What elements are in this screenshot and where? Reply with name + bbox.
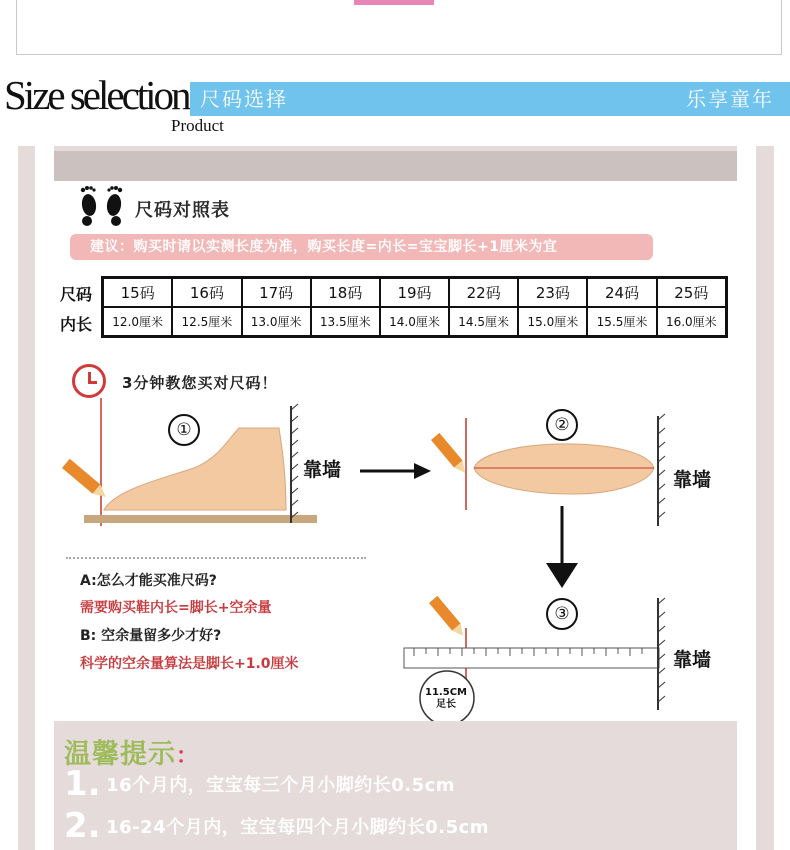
wall-label-step3: 靠墙 bbox=[673, 649, 712, 671]
foot-length-caption: 足长 bbox=[436, 699, 456, 710]
step-3-badge: ③ bbox=[546, 598, 578, 630]
length-cell: 12.5厘米 bbox=[172, 307, 241, 337]
size-cell: 24码 bbox=[587, 278, 656, 308]
size-cell: 23码 bbox=[518, 278, 587, 308]
section-banner bbox=[190, 82, 790, 116]
length-cell: 15.5厘米 bbox=[587, 307, 656, 337]
footprints-icon bbox=[78, 183, 126, 227]
tips-colon: ： bbox=[176, 744, 200, 769]
step-2-badge: ② bbox=[546, 409, 578, 441]
length-cell: 12.0厘米 bbox=[103, 307, 173, 337]
arrow-down-icon bbox=[546, 506, 578, 588]
length-cell: 14.0厘米 bbox=[380, 307, 449, 337]
size-cell: 17码 bbox=[242, 278, 311, 308]
size-row bbox=[103, 278, 727, 308]
top-pink-bar bbox=[354, 0, 434, 5]
answer-a: 需要购买鞋内长=脚长+空余量 bbox=[80, 600, 272, 616]
foot-length-label bbox=[423, 687, 469, 717]
qa-divider bbox=[66, 557, 366, 559]
row-label-length: 内长 bbox=[60, 315, 93, 334]
size-cell: 19码 bbox=[380, 278, 449, 308]
size-cell: 22码 bbox=[449, 278, 518, 308]
guide-title: 3分钟教您买对尺码！ bbox=[122, 374, 278, 392]
tips-title-text: 温馨提示 bbox=[64, 739, 176, 770]
length-cell: 13.0厘米 bbox=[242, 307, 311, 337]
frame-gap-right bbox=[737, 146, 756, 850]
frame-gap-left bbox=[35, 146, 54, 850]
wall-label-step1: 靠墙 bbox=[303, 459, 342, 481]
question-b: B: 空余量留多少才好? bbox=[80, 628, 222, 644]
size-cell: 25码 bbox=[657, 278, 727, 308]
length-cell: 16.0厘米 bbox=[657, 307, 727, 337]
top-card bbox=[16, 0, 782, 55]
tip-item bbox=[64, 806, 489, 846]
banner-right-label: 乐享童年 bbox=[686, 87, 774, 111]
tip-item bbox=[64, 764, 455, 804]
answer-b: 科学的空余量算法是脚长+1.0厘米 bbox=[80, 656, 299, 672]
size-table bbox=[101, 276, 728, 338]
row-label-size: 尺码 bbox=[60, 285, 93, 304]
wall-label-step2: 靠墙 bbox=[673, 469, 712, 491]
length-cell: 15.0厘米 bbox=[518, 307, 587, 337]
tip-number: 1. bbox=[64, 764, 101, 804]
advice-banner: 建议：购买时请以实测长度为准，购买长度=内长=宝宝脚长+1厘米为宜 bbox=[70, 234, 653, 260]
arrow-right-icon bbox=[360, 463, 431, 479]
size-cell: 15码 bbox=[103, 278, 173, 308]
size-cell: 16码 bbox=[172, 278, 241, 308]
tip-number: 2. bbox=[64, 806, 101, 846]
length-cell: 13.5厘米 bbox=[311, 307, 380, 337]
length-cell: 14.5厘米 bbox=[449, 307, 518, 337]
chart-title: 尺码对照表 bbox=[135, 200, 230, 221]
tip-text: 16个月内，宝宝每三个月小脚约长0.5cm bbox=[106, 775, 456, 796]
size-cell: 18码 bbox=[311, 278, 380, 308]
step-1-badge: ① bbox=[168, 414, 200, 446]
length-row bbox=[103, 307, 727, 337]
foot-length-value: 11.5CM bbox=[425, 687, 467, 698]
product-subtitle: Product bbox=[171, 116, 224, 135]
size-selection-title: Size selection bbox=[4, 72, 189, 118]
clock-icon bbox=[72, 364, 106, 398]
question-a: A:怎么才能买准尺码? bbox=[80, 573, 217, 589]
banner-left-label: 尺码选择 bbox=[200, 87, 288, 111]
tip-text: 16-24个月内，宝宝每四个月小脚约长0.5cm bbox=[106, 817, 490, 838]
panel-top-strip bbox=[54, 151, 737, 181]
